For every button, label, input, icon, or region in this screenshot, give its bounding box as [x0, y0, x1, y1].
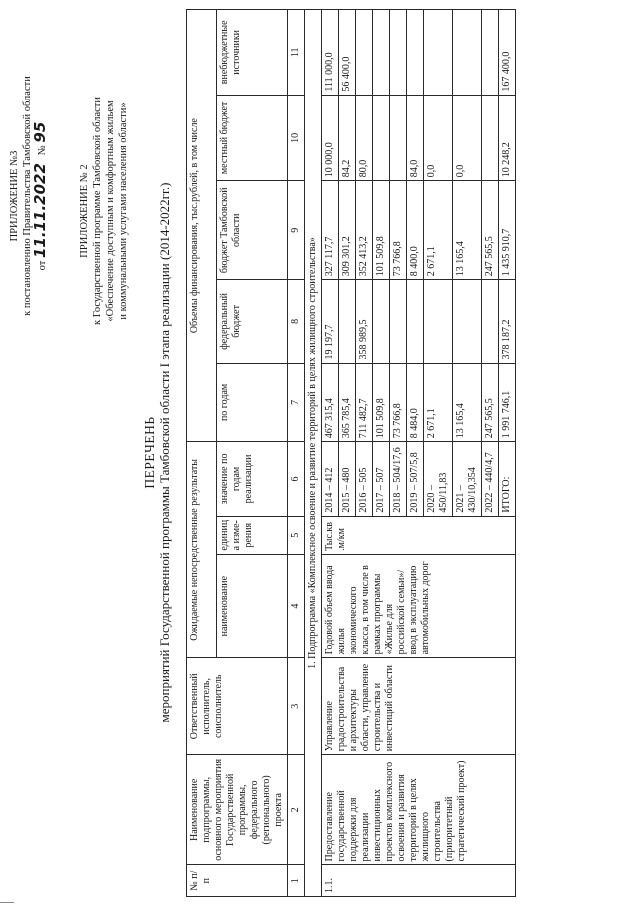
- col-number: 3: [288, 658, 305, 755]
- totals-federal: 378 187,2: [499, 280, 516, 363]
- row-federal: [373, 280, 390, 363]
- item-name: Предоставление государственной поддержки для реализации инвестиционных проектов комплексного освоения и развития территорий в целях жилищного строительства (приоритетный стратегический проект): [322, 755, 516, 865]
- row-federal: [482, 280, 499, 363]
- scan-mark: [0, 902, 14, 903]
- row-extra: [424, 10, 453, 96]
- item-no: 1.1.: [322, 865, 516, 897]
- row-total: 711 482,7: [356, 363, 373, 442]
- row-local: 0,0: [453, 95, 482, 181]
- appendix-3-header: [8, 16, 49, 376]
- appendix-3-title: ПРИЛОЖЕНИЕ №3: [9, 150, 20, 242]
- header-row-1: [187, 10, 217, 897]
- header-funding: Объемы финансирования, тыс.рублей, в том числе: [187, 10, 217, 442]
- document-title: [142, 0, 172, 905]
- row-local: [482, 95, 499, 181]
- appendix-3-date-line: [31, 16, 49, 376]
- col-number: 10: [288, 95, 305, 181]
- row-total: 2 671,1: [424, 363, 453, 442]
- item-executor: Управление градостроительства и архитектуры области, управление строительства и инвестиций области: [322, 658, 516, 755]
- row-total: 365 785,4: [339, 363, 356, 442]
- row-total: 73 766,8: [390, 363, 407, 442]
- table-row: [322, 10, 339, 897]
- row-total: 101 509,8: [373, 363, 390, 442]
- item-result: Годовой объем ввода жилья экономического класса, в том числе в рамках программы «Жилье для российской семьи»/ввод в эксплуатацию автомобильных дорог: [322, 554, 516, 658]
- row-total: 247 565,5: [482, 363, 499, 442]
- header-total: по годам: [216, 363, 287, 442]
- row-federal: [453, 280, 482, 363]
- row-federal: [407, 280, 424, 363]
- row-extra: [482, 10, 499, 96]
- totals-extra: 167 400,0: [499, 10, 516, 96]
- row-value: 2016 – 505: [356, 442, 373, 516]
- row-value: 2019 – 507/5,8: [407, 442, 424, 516]
- appendix-2-line1: к Государственной программе Тамбовской области: [92, 97, 103, 325]
- col-number: 5: [288, 516, 305, 554]
- handwritten-number: 95: [31, 121, 49, 143]
- row-value: 2014 – 412: [322, 442, 339, 516]
- header-executor: Ответственный исполнитель, соисполнитель: [187, 658, 288, 755]
- handwritten-date: 11.11.2022: [31, 163, 49, 258]
- appendix-2-line3: и коммунальными услугами населения области»: [118, 102, 129, 320]
- col-number: 11: [288, 10, 305, 96]
- row-regional: 352 413,2: [356, 181, 373, 280]
- totals-label: ИТОГО:: [499, 442, 516, 516]
- row-regional: 327 117,7: [322, 181, 339, 280]
- title-subtitle: мероприятий Государственной программы Тамбовской области I этапа реализации (2014-2022гг.): [157, 182, 172, 723]
- col-number: 7: [288, 363, 305, 442]
- totals-total: 1 991 746,1: [499, 363, 516, 442]
- header-extra: внебюджетные источники: [216, 10, 287, 96]
- row-regional: 2 671,1: [424, 181, 453, 280]
- row-value: 2020 – 450/11,83: [424, 442, 453, 516]
- row-local: [373, 95, 390, 181]
- row-federal: [339, 280, 356, 363]
- row-local: 84,0: [407, 95, 424, 181]
- header-results: Ожидаемые непосредственные результаты: [187, 442, 217, 658]
- header-name: Наименование подпрограммы, основного мероприятия Государственной программы, федерального (регионального) проекта: [187, 755, 288, 865]
- row-federal: [390, 280, 407, 363]
- title-main: ПЕРЕЧЕНЬ: [142, 416, 157, 489]
- row-extra: 111 000,0: [322, 10, 339, 96]
- row-extra: [356, 10, 373, 96]
- number-prefix: №: [37, 145, 48, 156]
- row-local: [390, 95, 407, 181]
- totals-local: 10 248,2: [499, 95, 516, 181]
- totals-regional: 1 435 910,7: [499, 181, 516, 280]
- row-federal: 358 989,5: [356, 280, 373, 363]
- col-number: 6: [288, 442, 305, 516]
- appendix-2-line2: «Обеспечение доступным и комфортным жильем: [105, 100, 116, 322]
- header-value-by-year: значение по годам реализации: [216, 442, 287, 516]
- row-extra: [390, 10, 407, 96]
- subprogram-row: [305, 10, 322, 897]
- row-local: 0,0: [424, 95, 453, 181]
- row-regional: 101 509,8: [373, 181, 390, 280]
- row-regional: 247 565,5: [482, 181, 499, 280]
- row-regional: 13 165,4: [453, 181, 482, 280]
- row-regional: 73 766,8: [390, 181, 407, 280]
- col-number: 4: [288, 554, 305, 658]
- col-number: 1: [288, 865, 305, 897]
- measures-table: [186, 9, 516, 897]
- date-prefix: от: [37, 260, 48, 271]
- col-number: 9: [288, 181, 305, 280]
- row-local: 10 000,0: [322, 95, 339, 181]
- row-federal: [424, 280, 453, 363]
- row-value: 2015 – 480: [339, 442, 356, 516]
- row-extra: [373, 10, 390, 96]
- row-federal: 19 197,7: [322, 280, 339, 363]
- header-regional: бюджет Тамбовской области: [216, 181, 287, 280]
- row-value: 2022 – 440/4,7: [482, 442, 499, 516]
- row-local: 80,0: [356, 95, 373, 181]
- row-total: 467 315,4: [322, 363, 339, 442]
- row-local: 84,2: [339, 95, 356, 181]
- row-total: 13 165,4: [453, 363, 482, 442]
- column-numbers-row: [288, 10, 305, 897]
- header-local: местный бюджет: [216, 95, 287, 181]
- col-number: 8: [288, 280, 305, 363]
- header-no: № п/п: [187, 865, 288, 897]
- col-number: 2: [288, 755, 305, 865]
- header-unit: единица изме-рения: [216, 516, 287, 554]
- appendix-3-line: к постановлению Правительства Тамбовской области: [22, 76, 33, 316]
- item-unit: Тыс.кв.м/км: [322, 516, 516, 554]
- header-result-name: наименование: [216, 554, 287, 658]
- row-value: 2021 – 430/10,354: [453, 442, 482, 516]
- row-extra: 56 400,0: [339, 10, 356, 96]
- row-extra: [407, 10, 424, 96]
- row-regional: 309 301,2: [339, 181, 356, 280]
- appendix-2-header: [78, 16, 130, 406]
- appendix-2-title: ПРИЛОЖЕНИЕ № 2: [79, 164, 90, 258]
- row-regional: 8 400,0: [407, 181, 424, 280]
- header-federal: федеральный бюджет: [216, 280, 287, 363]
- row-value: 2017 – 507: [373, 442, 390, 516]
- row-extra: [453, 10, 482, 96]
- row-value: 2018 – 504/17,6: [390, 442, 407, 516]
- subprogram-title: 1. Подпрограмма «Комплексное освоение и развитие территорий в целях жилищного строительства»: [305, 10, 322, 897]
- row-total: 8 484,0: [407, 363, 424, 442]
